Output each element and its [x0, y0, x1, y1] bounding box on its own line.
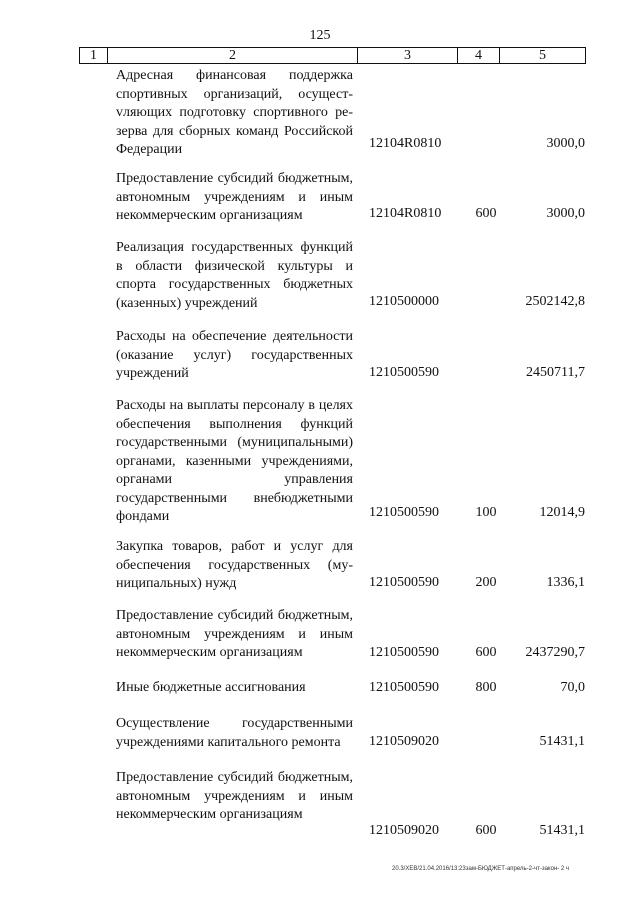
row-amount: 51431,1 [539, 734, 585, 749]
row-amount: 2502142,8 [525, 294, 585, 309]
row-amount: 51431,1 [539, 823, 585, 838]
column-header-2: 2 [108, 48, 358, 64]
row-description: Предоставление субсидий бюджетным, автономным учреждениям и иным некоммерческим организациям [116, 171, 353, 223]
row-code: 12104R0810 [369, 206, 442, 221]
column-header-5: 5 [500, 48, 586, 64]
row-code: 12104R0810 [369, 136, 442, 151]
column-header-4: 4 [458, 48, 500, 64]
row-kind: 600 [475, 823, 497, 838]
row-amount: 3000,0 [546, 136, 585, 151]
row-code: 1210500000 [369, 294, 439, 309]
row-description: Адресная финансовая поддержка спортивных организаций, осущестvляющих подготовку спортивного резерва для сборных команд Российской Федерации [116, 68, 353, 157]
row-code: 1210500590 [369, 505, 439, 520]
row-amount: 70,0 [560, 680, 585, 695]
row-kind: 600 [475, 206, 497, 221]
row-description: Предоставление субсидий бюджетным, автономным учреждениям и иным некоммерческим организациям [116, 770, 353, 822]
row-code: 1210500590 [369, 365, 439, 380]
column-header-1: 1 [80, 48, 108, 64]
row-kind: 200 [475, 575, 497, 590]
row-description: Иные бюджетные ассигнования [116, 680, 306, 695]
row-description: Закупка товаров, работ и услуг для обеспечения государственных (муниципальных) нужд [116, 539, 353, 591]
row-code: 1210500590 [369, 680, 439, 695]
row-amount: 1336,1 [546, 575, 585, 590]
column-header-3: 3 [358, 48, 458, 64]
row-amount: 2437290,7 [525, 645, 585, 660]
row-description: Расходы на выплаты персоналу в целях обеспечения выполнения функций государственными (муниципальными) органами, казенными учреждениями, органами управления государственными внебюджетными фондами [116, 398, 353, 524]
row-description: Осуществление государственными учреждениями капитального ремонта [116, 716, 353, 750]
row-amount: 2450711,7 [526, 365, 585, 380]
row-code: 1210509020 [369, 734, 439, 749]
row-kind: 100 [475, 505, 497, 520]
row-amount: 3000,0 [546, 206, 585, 221]
row-code: 1210500590 [369, 575, 439, 590]
footer-file-note: 20.3/ХЕВ/21.04.2016/13:23зам-БЮДЖЕТ-апрель-2-чт-закон- 2 ч [392, 866, 570, 872]
row-description: Расходы на обеспечение деятельности (оказание услуг) государственных учреждений [116, 329, 353, 381]
row-code: 1210500590 [369, 645, 439, 660]
row-code: 1210509020 [369, 823, 439, 838]
row-description: Предоставление субсидий бюджетным, автономным учреждениям и иным некоммерческим организациям [116, 608, 353, 660]
row-amount: 12014,9 [539, 505, 585, 520]
row-kind: 800 [475, 680, 497, 695]
page-number: 125 [309, 28, 331, 43]
row-description: Реализация государственных функций в области физической культуры и спорта государственных бюджетных (казенных) учреждений [116, 240, 353, 311]
row-kind: 600 [475, 645, 497, 660]
